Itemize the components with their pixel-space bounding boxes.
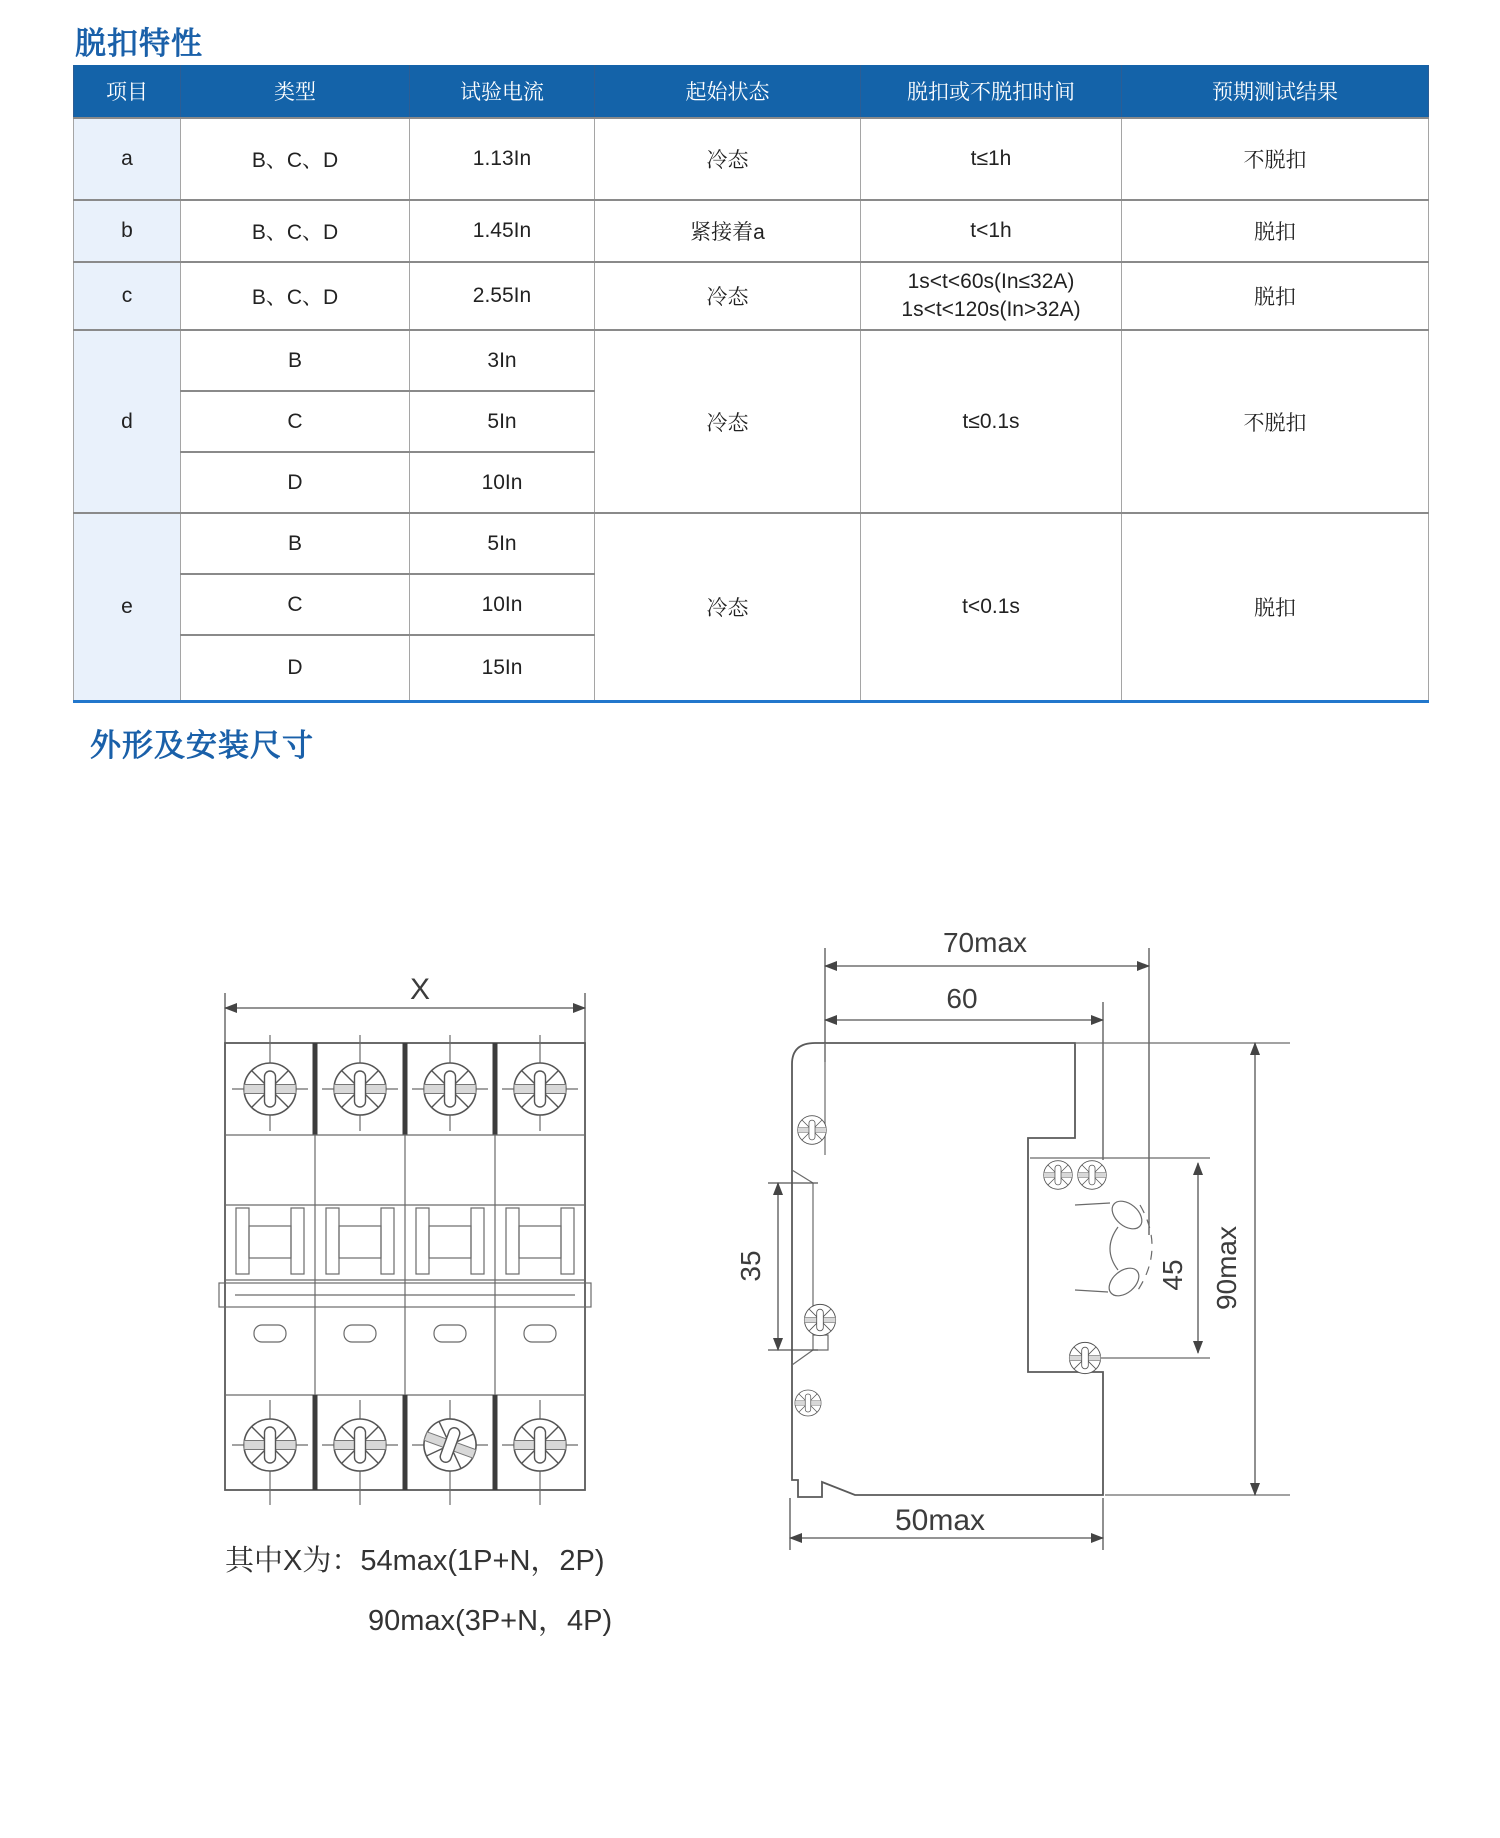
- dim-label-50max: 50max: [894, 1504, 986, 1537]
- cell-c-state: 冷态: [595, 262, 861, 330]
- cell-a-type: B、C、D: [181, 118, 410, 200]
- dim-label-60: 60: [946, 983, 978, 1014]
- front-view-caption-line2: 90max(3P+N，4P): [368, 1605, 613, 1637]
- cell-e-result: 脱扣: [1122, 513, 1429, 702]
- cell-e-state: 冷态: [595, 513, 861, 702]
- cell-c-item: c: [74, 262, 181, 330]
- cell-d-current-3: 10In: [410, 452, 595, 513]
- cell-b-type: B、C、D: [181, 200, 410, 262]
- cell-d-type-2: C: [181, 391, 410, 452]
- cell-b-current: 1.45In: [410, 200, 595, 262]
- cell-a-item: a: [74, 118, 181, 200]
- cell-d-result: 不脱扣: [1122, 330, 1429, 513]
- table-row-e1: [74, 513, 1429, 574]
- cell-b-state: 紧接着a: [595, 200, 861, 262]
- cell-c-time-line2: 1s<t<120s(In>32A): [901, 298, 1081, 321]
- cell-a-state: 冷态: [595, 118, 861, 200]
- table-row-d1: [74, 330, 1429, 391]
- dim-label-x: X: [409, 975, 431, 1006]
- cell-d-item: d: [74, 330, 181, 513]
- side-body-outline: [792, 1043, 1103, 1497]
- cell-e-type-1: B: [181, 513, 410, 574]
- side-screws: [795, 1116, 1106, 1416]
- header-cell-item: 项目: [74, 65, 181, 118]
- section-title-dimensions: 外形及安装尺寸: [90, 728, 314, 763]
- section-title-trip-characteristics: 脱扣特性: [75, 26, 203, 61]
- cell-c-current: 2.55In: [410, 262, 595, 330]
- dim-label-70max: 70max: [942, 927, 1028, 958]
- table-row-b: [74, 200, 1429, 262]
- cell-e-item: e: [74, 513, 181, 702]
- cell-e-current-2: 10In: [410, 574, 595, 635]
- cell-e-type-2: C: [181, 574, 410, 635]
- header-cell-type: 类型: [181, 65, 410, 118]
- cell-e-current-1: 5In: [410, 513, 595, 574]
- trip-characteristics-table: [73, 65, 1429, 703]
- cell-c-time-line1: 1s<t<60s(In≤32A): [907, 269, 1075, 293]
- cell-c-time: [861, 262, 1122, 330]
- cell-e-type-3: D: [181, 635, 410, 702]
- table-row-c: [74, 262, 1429, 330]
- dim-label-35: 35: [735, 1250, 766, 1282]
- wire-clamp-cage: [1075, 1196, 1152, 1302]
- cell-b-time: t<1h: [861, 200, 1122, 262]
- header-cell-result: 预期测试结果: [1122, 65, 1429, 118]
- cell-d-type-1: B: [181, 330, 410, 391]
- cell-b-result: 脱扣: [1122, 200, 1429, 262]
- dim-label-90max: 90max: [1211, 1225, 1242, 1311]
- table-row-a: [74, 118, 1429, 200]
- front-view-caption-line1: 其中X为：54max(1P+N，2P): [225, 1545, 605, 1577]
- cell-d-state: 冷态: [595, 330, 861, 513]
- header-cell-state: 起始状态: [595, 65, 861, 118]
- side-view-drawing: [640, 900, 1330, 1560]
- cell-a-current: 1.13In: [410, 118, 595, 200]
- cell-a-time: t≤1h: [861, 118, 1122, 200]
- cell-c-result: 脱扣: [1122, 262, 1429, 330]
- cell-d-type-3: D: [181, 452, 410, 513]
- cell-c-type: B、C、D: [181, 262, 410, 330]
- table-header-row: [74, 65, 1429, 118]
- header-cell-current: 试验电流: [410, 65, 595, 118]
- dim-label-45: 45: [1157, 1259, 1188, 1291]
- cell-b-item: b: [74, 200, 181, 262]
- cell-e-time: t<0.1s: [861, 513, 1122, 702]
- cell-d-current-1: 3In: [410, 330, 595, 391]
- cell-e-current-3: 15In: [410, 635, 595, 702]
- header-cell-time: 脱扣或不脱扣时间: [861, 65, 1122, 118]
- cell-a-result: 不脱扣: [1122, 118, 1429, 200]
- cell-d-time: t≤0.1s: [861, 330, 1122, 513]
- cell-d-current-2: 5In: [410, 391, 595, 452]
